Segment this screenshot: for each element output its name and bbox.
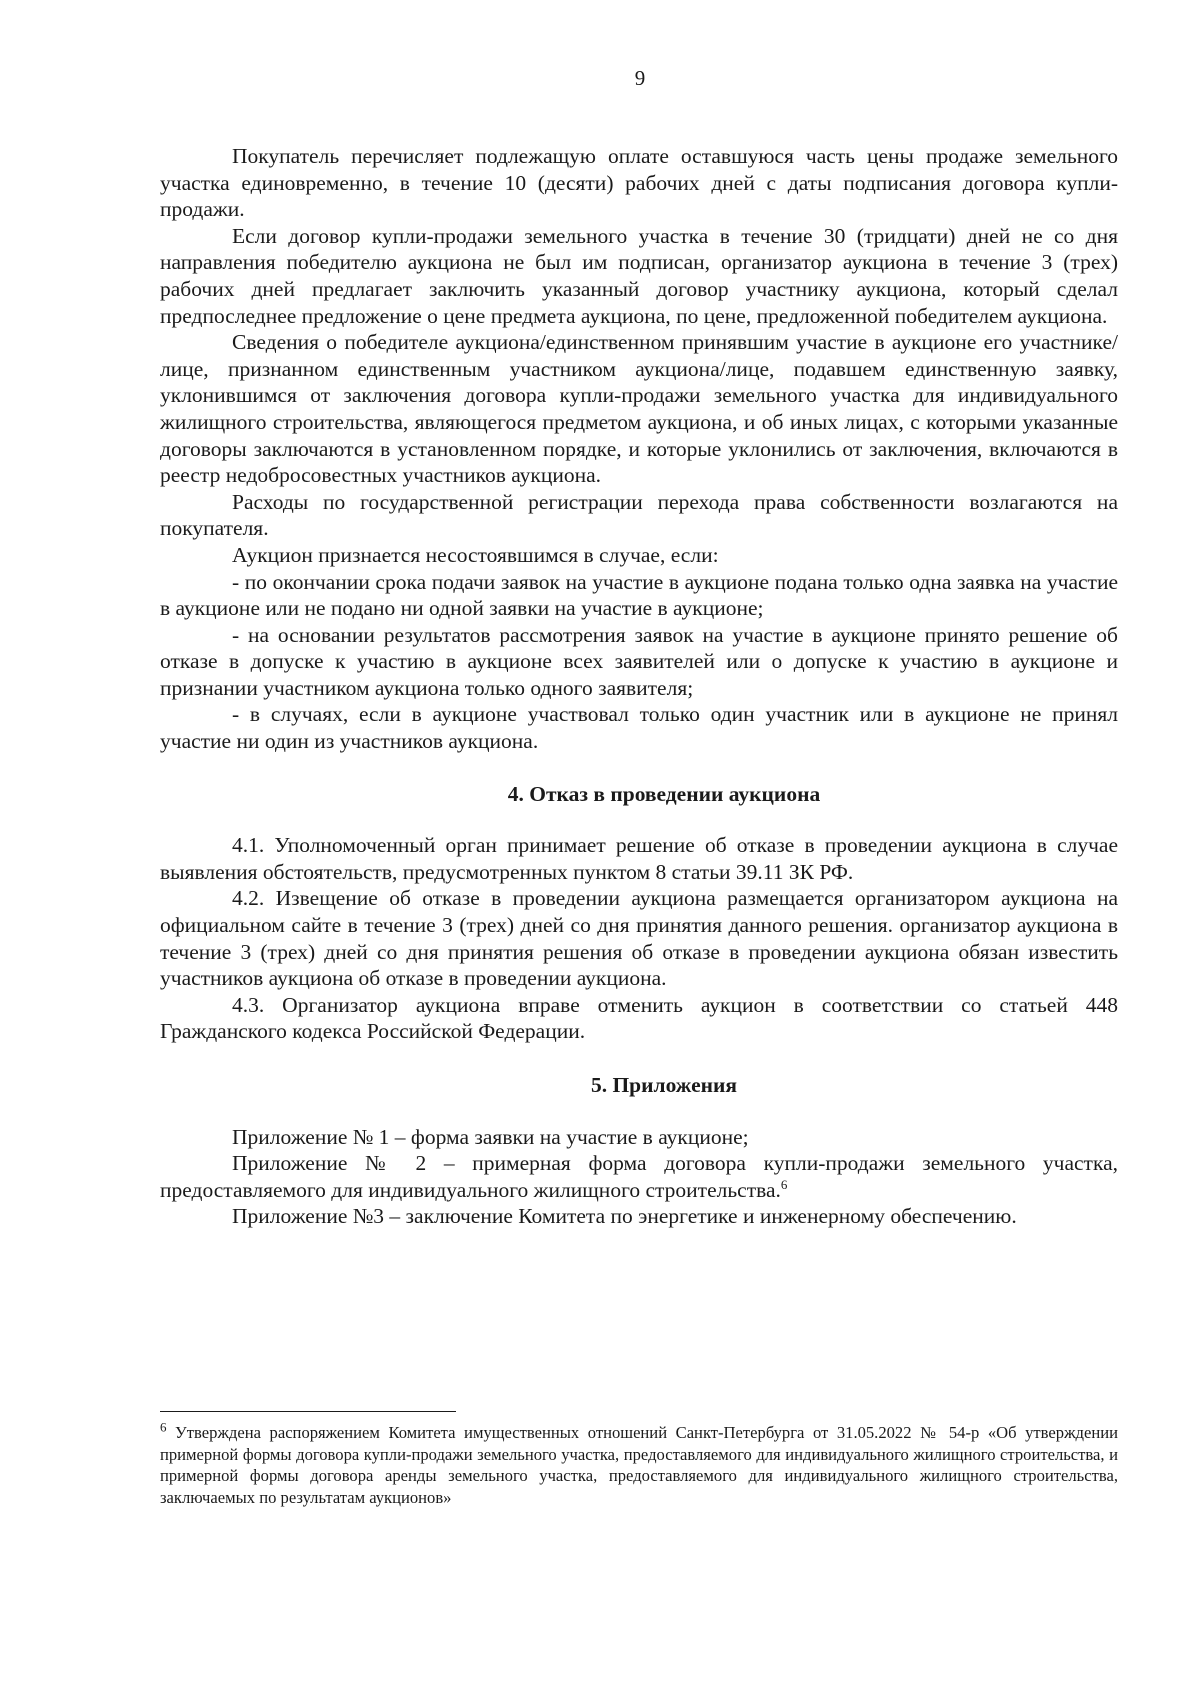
page-number: 9 — [634, 66, 646, 90]
list-item: - на основании результатов рассмотрения заявок на участие в аукционе принято решение об отказе в допуске к участию в аукционе всех заявителей или о допуске к участию в аукционе и признании участником аукциона только одного заявителя; — [160, 622, 1118, 700]
footnote — [160, 1419, 1118, 1508]
appendix-item: Приложение №3 – заключение Комитета по энергетике и инженерному обеспечению. — [232, 1204, 1017, 1229]
section-5-title: 5. Приложения — [590, 1073, 738, 1097]
paragraph: Покупатель перечисляет подлежащую оплате оставшуюся часть цены продаже земельного участка единовременно, в течение 10 (десяти) рабочих дней с даты подписания договора купли-продажи. — [160, 144, 1118, 222]
paragraph: 4.1. Уполномоченный орган принимает решение об отказе в проведении аукциона в случае выявления обстоятельств, предусмотренных пунктом 8 статьи 39.11 ЗК РФ. — [160, 833, 1118, 884]
footnote-marker: 6 — [160, 1419, 167, 1435]
appendix-item-text: Приложение № 2 – примерная форма договора купли-продажи земельного участка, предоставляемого для индивидуального жилищного строительства. — [160, 1151, 1118, 1202]
paragraph: 4.3. Организатор аукциона вправе отменить аукцион в соответствии со статьей 448 Гражданского кодекса Российской Федерации. — [160, 992, 1118, 1044]
footnotes — [160, 1419, 1118, 1508]
paragraph: 4.2. Извещение об отказе в проведении аукциона размещается организатором аукциона на официальном сайте в течение 3 (трех) дней со дня принятия данного решения. организатор аукциона в течение 3 (трех) дней со дня принятия решения об отказе в проведении аукциона обязан известить участников аукциона об отказе в проведении аукциона. — [160, 886, 1118, 991]
appendix-item: Приложение № 1 – форма заявки на участие в аукционе; — [232, 1124, 749, 1149]
paragraph: Расходы по государственной регистрации перехода права собственности возлагаются на покупателя. — [160, 489, 1118, 541]
footnote-reference: 6 — [780, 1176, 788, 1192]
document-body — [160, 143, 1118, 1230]
footnote-divider — [160, 1411, 456, 1412]
appendix-item — [160, 1150, 1118, 1203]
section-4-title: 4. Отказ в проведении аукциона — [507, 781, 821, 806]
footnote-text: Утверждена распоряжением Комитета имущественных отношений Санкт-Петербурга от 31.05.2022 № 54-р «Об утверждении примерной формы договора купли-продажи земельного участка, предоставляемого для индивидуального жилищного строительства, и примерной формы договора аренды земельного участка, предоставляемого для индивидуального жилищного строительства, заключаемых по результатам аукционов» — [160, 1423, 1118, 1507]
paragraph: Аукцион признается несостоявшимся в случае, если: — [232, 542, 719, 567]
paragraph: Сведения о победителе аукциона/единственном принявшим участие в аукционе его участнике/лице, признанном единственным участником аукциона/лице, подавшем единственную заявку, уклонившимся от заключения договора купли-продажи земельного участка для индивидуального жилищного строительства, являющегося предметом аукциона, и об иных лицах, с которыми указанные договоры заключаются в установленном порядке, и которые уклонились от заключения, включаются в реестр недобросовестных участников аукциона. — [160, 330, 1118, 488]
list-item: - в случаях, если в аукционе участвовал только один участник или в аукционе не принял участие ни один из участников аукциона. — [160, 702, 1118, 754]
list-item: - по окончании срока подачи заявок на участие в аукционе подана только одна заявка на участие в аукционе или не подано ни одной заявки на участие в аукционе; — [160, 569, 1118, 621]
paragraph: Если договор купли-продажи земельного участка в течение 30 (тридцати) дней не со дня направления победителю аукциона не был им подписан, организатор аукциона в течение 3 (трех) рабочих дней предлагает заключить указанный договор участнику аукциона, который сделал предпоследнее предложение о цене предмета аукциона, по цене, предложенной победителем аукциона. — [160, 223, 1118, 328]
